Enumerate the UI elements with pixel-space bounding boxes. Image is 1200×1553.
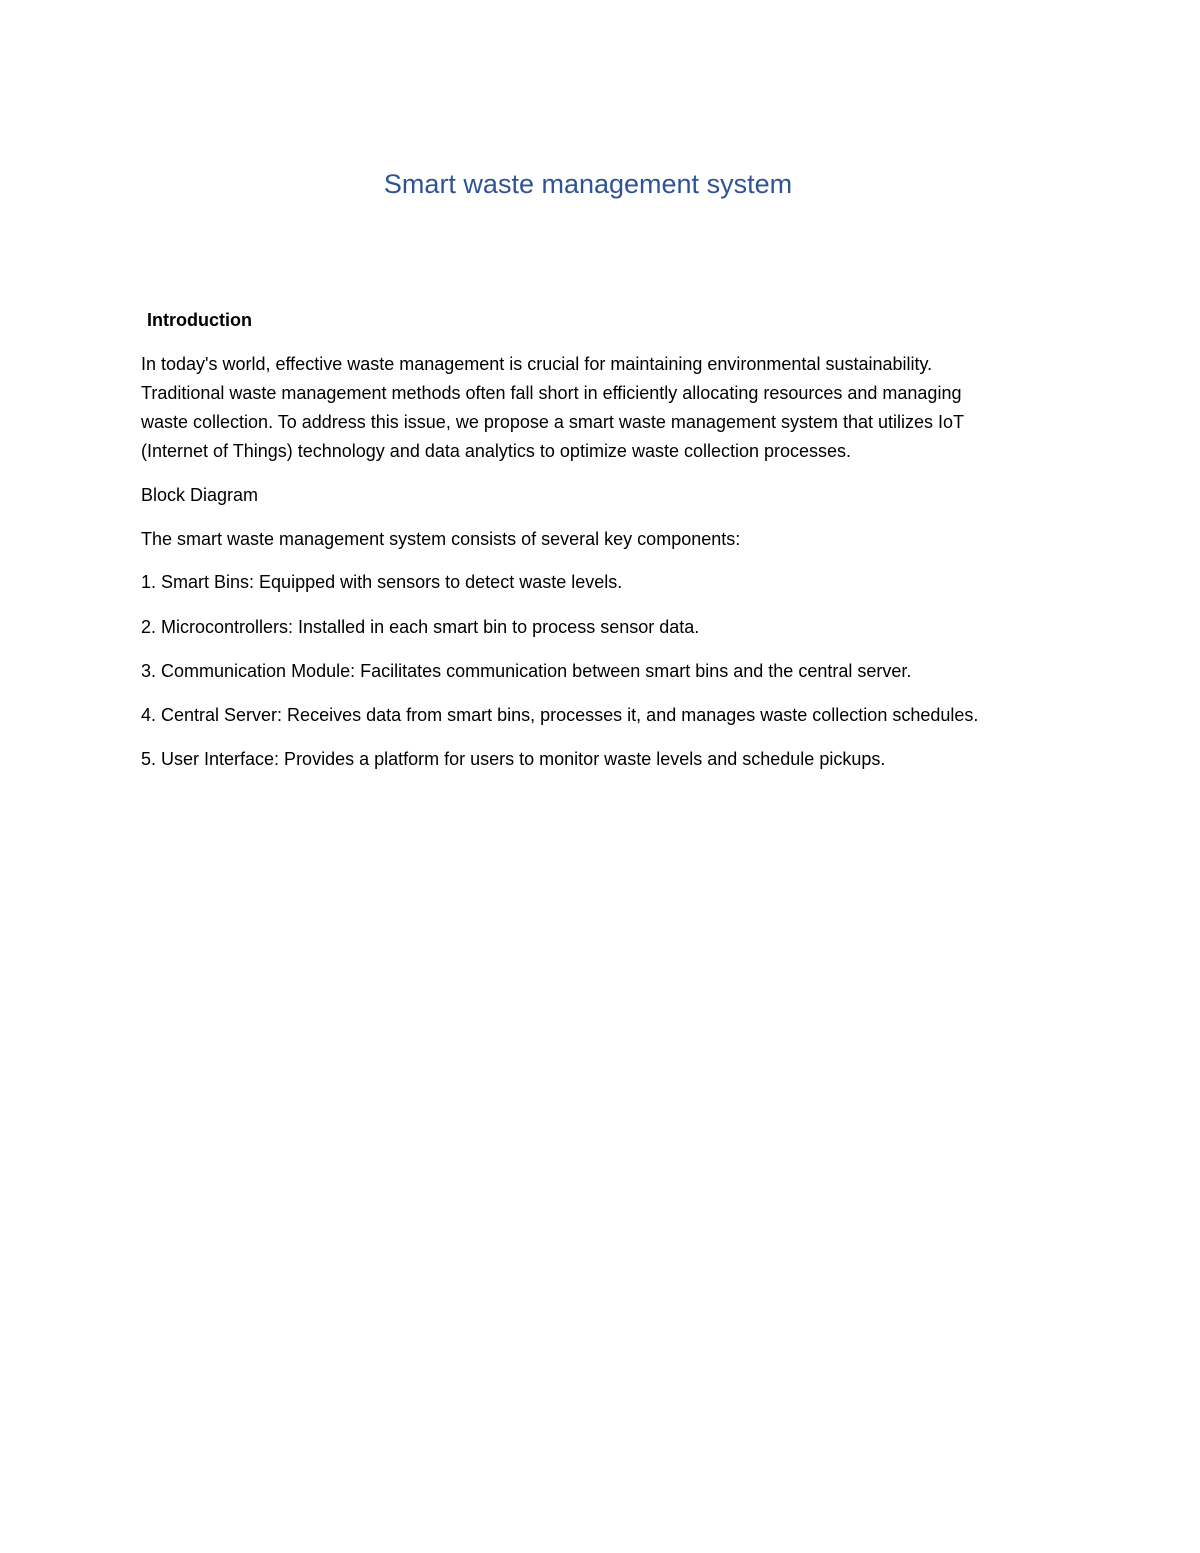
intro-line-1: In today's world, effective waste management is crucial for maintaining environmental sustainability. (141, 354, 933, 374)
component-item: 2. Microcontrollers: Installed in each smart bin to process sensor data. (141, 617, 700, 637)
intro-line-4: (Internet of Things) technology and data analytics to optimize waste collection processes. (141, 441, 852, 461)
component-item: 1. Smart Bins: Equipped with sensors to detect waste levels. (141, 572, 623, 592)
components-intro: The smart waste management system consists of several key components: (141, 529, 741, 549)
introduction-heading: Introduction (147, 310, 252, 330)
component-item: 4. Central Server: Receives data from smart bins, processes it, and manages waste collection schedules. (141, 705, 979, 725)
component-item: 5. User Interface: Provides a platform for users to monitor waste levels and schedule pickups. (141, 749, 886, 769)
document-title: Smart waste management system (383, 169, 793, 199)
intro-line-3: waste collection. To address this issue, we propose a smart waste management system that utilizes IoT (141, 412, 965, 432)
block-diagram-heading: Block Diagram (141, 485, 259, 505)
component-item: 3. Communication Module: Facilitates communication between smart bins and the central server. (141, 661, 912, 681)
intro-line-2: Traditional waste management methods often fall short in efficiently allocating resources and managing (141, 383, 962, 403)
